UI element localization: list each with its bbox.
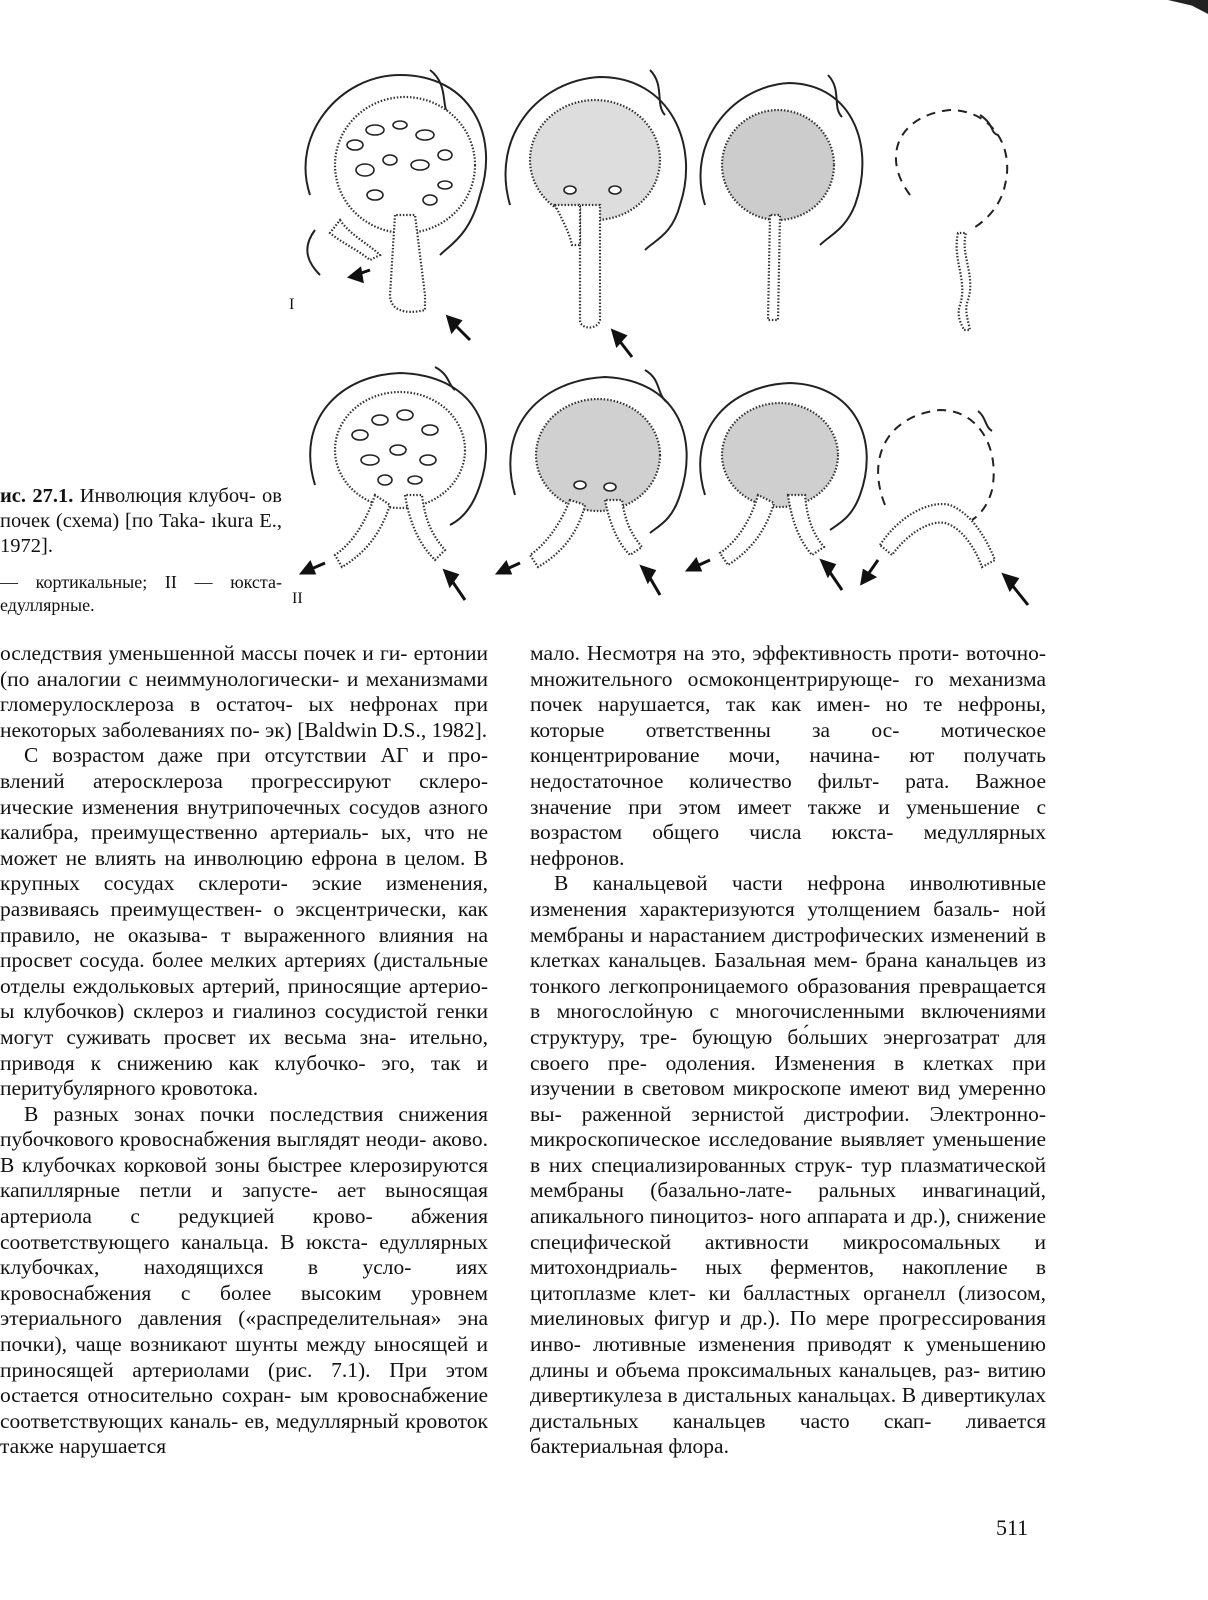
row-label-juxtamedullary: II bbox=[292, 590, 303, 607]
row-2-stage-1-glomerulus bbox=[302, 367, 486, 600]
right-text-column bbox=[530, 641, 1046, 1460]
row-1-stage-4-glomerulus bbox=[896, 110, 1007, 330]
row-1-stage-1-glomerulus bbox=[306, 70, 487, 340]
row-2-stage-3-glomerulus bbox=[688, 383, 867, 590]
left-paragraph-3: В разных зонах почки последствия снижения пубочкового кровоснабжения выглядят неоди- аково. В клубочках корковой зоны быстрее клерозируются капиллярные петли и запусте- ает выносящая артериола с редукцией крово- абжения соответствующего канальца. В юкста- едуллярных клубочках, находящихся в усло- иях кровоснабжения с более высоким уровнем этериального давления («распределительная» эна почки), чаще возникают шунты между ыносящей и приносящей артериолами (рис. 7.1). При этом остается относительно сохран- ым кровоснабжение соответствующих каналь- ев, медуллярный кровоток также нарушается bbox=[0, 1101, 488, 1459]
row-2-stage-2-glomerulus bbox=[498, 370, 687, 595]
left-paragraph-2: С возрастом даже при отсутствии АГ и про- влений атеросклероза прогрессируют склеро- ические изменения внутрипочечных сосудов азного калибра, преимущественно артериаль- ых, что не может не влиять на инволюцию ефрона в целом. В крупных сосудах склероти- эские изменения, развиваясь преимуществен- о эксцентрически, как правило, не оказыва- т выраженного влияния на просвет сосуда. более мелких артериях (дистальные отделы еждольковых артерий, приносящие артерио- ы клубочков) склероз и гиалиноз сосудистой генки могут суживать просвет их весьма зна- ительно, приводя к снижению как клубочко- эго, так и перитубулярного кровотока. bbox=[0, 743, 488, 1101]
left-text-column bbox=[0, 641, 488, 1460]
caption-title: ис. 27.1. bbox=[0, 485, 74, 507]
figure-caption bbox=[0, 484, 282, 617]
caption-legend: — кортикальные; II — юкста- едуллярные. bbox=[0, 572, 282, 615]
glomeruli-involution-figure bbox=[280, 55, 1060, 625]
caption-text: Инволюция клубоч- ов почек (схема) [по Taka- ıkura E., 1972]. bbox=[0, 485, 282, 557]
row-1-stage-3-glomerulus bbox=[701, 75, 863, 320]
right-paragraph-2: В канальцевой части нефрона инволютивные изменения характеризуются утолщением базаль- ной мембраны и нарастанием дистрофических изменений в клетках канальцев. Базальная мем- брана канальцев из тонкого легкопроницаемого образования превращается в многослойную с многочисленными включениями структуру, тре- бующую бо́льших энергозатрат для своего пре- одоления. Изменения в клетках при изучении в световом микроскопе имеют вид умеренно вы- раженной зернистой дистрофии. Электронно- микроскопическое исследование выявляет уменьшение в них специализированных струк- тур плазматической мембраны (базально-лате- ральных инвагинаций, апикального пиноцитоз- ного аппарата и др.), снижение специфической активности микросомальных и митохондриаль- ных ферментов, накопление в цитоплазме клет- ки балластных органелл (лизосом, миелиновых фигур и др.). По мере прогрессирования инво- лютивные изменения приводят к уменьшению длины и объема проксимальных канальцев, раз- витию дивертикулеза в дистальных канальцах. В дивертикулах дистальных канальцев часто скап- ливается бактериальная флора. bbox=[530, 871, 1046, 1459]
row-2-stage-4-glomerulus bbox=[862, 410, 1028, 605]
left-paragraph-1: оследствия уменьшенной массы почек и ги- ертонии (по аналогии с неиммунологически- и механизмами гломерулосклероза в остаточ- ых нефронах при некоторых заболеваниях по- эк) [Baldwin D.S., 1982]. bbox=[0, 641, 488, 742]
right-paragraph-1: мало. Несмотря на это, эффективность проти- воточно-множительного осмоконцентрирующе- го механизма почек нарушается, так как имен- но те нефроны, которые ответственны за ос- мотическое концентрирование мочи, начина- ют получать недостаточное количество фильт- рата. Важное значение при этом имеет также и уменьшение с возрастом общего числа юкста- медуллярных нефронов. bbox=[530, 641, 1046, 870]
row-1-stage-2-glomerulus bbox=[506, 70, 687, 357]
page-number: 511 bbox=[996, 1515, 1029, 1540]
scan-corner-mark bbox=[1168, 0, 1208, 14]
row-label-cortical: I bbox=[289, 296, 295, 313]
